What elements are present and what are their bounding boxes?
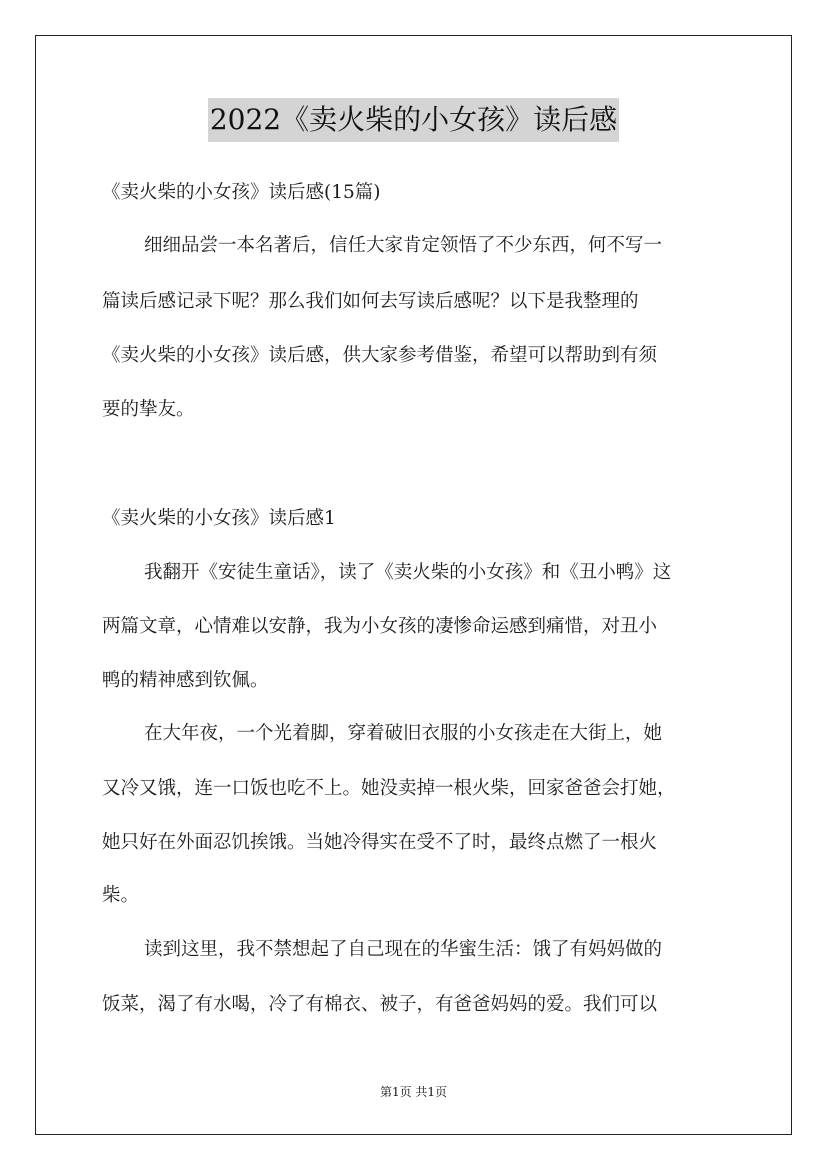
paragraph2-line-4: 柴。 — [102, 885, 140, 906]
paragraph2-line-2: 又冷又饿，连一口饭也吃不上。她没卖掉一根火柴，回家爸爸会打她， — [102, 778, 676, 799]
paragraph3-line-2: 饭菜，渴了有水喝，冷了有棉衣、被子，有爸爸妈妈的爱。我们可以 — [102, 994, 658, 1015]
paragraph2-line-3: 她只好在外面忍饥挨饿。当她冷得实在受不了时，最终点燃了一根火 — [102, 832, 658, 853]
paragraph1-line-3: 鸭的精神感到钦佩。 — [102, 670, 269, 691]
document-subtitle: 《卖火柴的小女孩》读后感(15篇) — [102, 182, 381, 203]
paragraph3-line-1: 读到这里，我不禁想起了自己现在的华蜜生活：饿了有妈妈做的 — [144, 939, 663, 960]
paragraph1-line-2: 两篇文章，心情难以安静，我为小女孩的凄惨命运感到痛惜，对丑小 — [102, 616, 658, 637]
intro-line-4: 要的挚友。 — [102, 399, 195, 420]
title-container — [0, 98, 827, 142]
intro-line-1: 细细品尝一本名著后，信任大家肯定领悟了不少东西，何不写一 — [144, 235, 663, 256]
page-footer: 第1页 共1页 — [379, 1085, 448, 1099]
section-heading: 《卖火柴的小女孩》读后感1 — [102, 508, 336, 529]
intro-line-2: 篇读后感记录下呢？那么我们如何去写读后感呢？以下是我整理的 — [102, 291, 639, 312]
intro-line-3: 《卖火柴的小女孩》读后感，供大家参考借鉴，希望可以帮助到有须 — [102, 345, 658, 366]
document-title: 2022《卖火柴的小女孩》读后感 — [208, 98, 619, 142]
paragraph1-line-1: 我翻开《安徒生童话》，读了《卖火柴的小女孩》和《丑小鸭》这 — [144, 562, 672, 583]
paragraph2-line-1: 在大年夜，一个光着脚，穿着破旧衣服的小女孩走在大街上，她 — [144, 723, 663, 744]
